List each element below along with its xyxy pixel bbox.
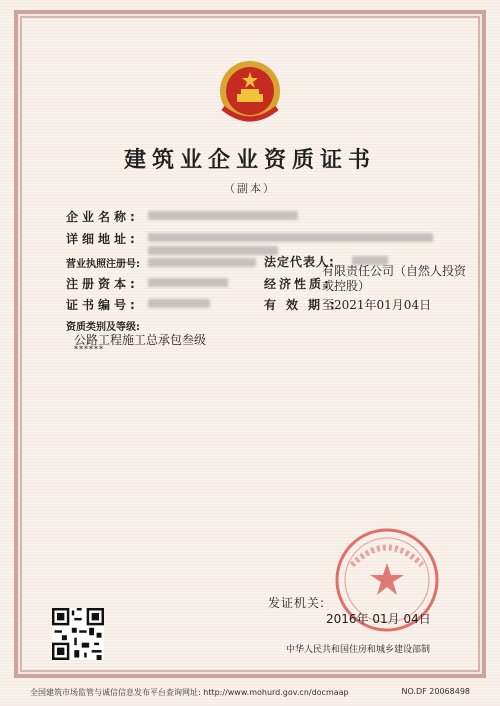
econ-nature-value-line1: 有限责任公司（自然人投资	[322, 264, 467, 278]
day-unit: 日	[418, 612, 431, 626]
license-no-label: 营业执照注册号:	[66, 259, 140, 270]
cert-no-redacted	[148, 299, 210, 308]
cert-no-label: 证书编号:	[66, 298, 139, 312]
cert-no-row	[66, 296, 139, 313]
issuer-row	[268, 594, 325, 611]
year-unit: 年	[356, 612, 369, 626]
qualification-note: ******	[74, 345, 104, 354]
license-no-redacted	[148, 258, 256, 267]
issue-day: 04	[403, 612, 419, 626]
footer	[30, 687, 470, 698]
company-name-row	[66, 208, 139, 225]
month-unit: 月	[387, 612, 400, 626]
qr-code-icon	[52, 608, 104, 660]
capital-redacted	[148, 278, 228, 287]
issue-year: 2016	[326, 612, 357, 626]
address-label: 详细地址:	[66, 232, 139, 246]
issuer-label: 发证机关:	[268, 596, 326, 610]
serial-number: NO.DF 20068498	[401, 687, 470, 696]
ministry-text: 中华人民共和国住房和城乡建设部制	[286, 645, 431, 655]
license-row	[66, 255, 140, 270]
qualification-value: 公路工程施工总承包叁级	[74, 333, 207, 347]
issue-month: 01	[372, 612, 388, 626]
company-name-label: 企业名称:	[66, 210, 139, 224]
company-name-redacted	[148, 211, 298, 220]
footer-query-text: 全国建筑市场监管与诚信信息发布平台查询网址:	[30, 688, 201, 697]
national-emblem-icon	[215, 58, 285, 128]
econ-nature-value-line2: 或控股）	[322, 279, 371, 293]
address-redacted-line2	[148, 246, 278, 255]
footer-url[interactable]: http://www.mohurd.gov.cn/docmaap	[203, 688, 349, 697]
qualification-label: 资质类别及等级:	[66, 322, 140, 333]
validity-value: 至2021年01月04日	[322, 298, 432, 312]
address-row	[66, 230, 139, 247]
address-redacted-line1	[148, 233, 433, 242]
certificate-subtitle: （副本）	[224, 182, 276, 195]
capital-row	[66, 275, 139, 292]
certificate-title: 建筑业企业资质证书	[123, 148, 376, 173]
issue-date	[326, 610, 431, 627]
capital-label: 注册资本:	[66, 277, 139, 291]
legal-rep-label: 法定代表人:	[264, 255, 335, 269]
econ-nature-label: 经济性质:	[264, 277, 332, 291]
validity-label: 有效期:	[264, 298, 345, 312]
